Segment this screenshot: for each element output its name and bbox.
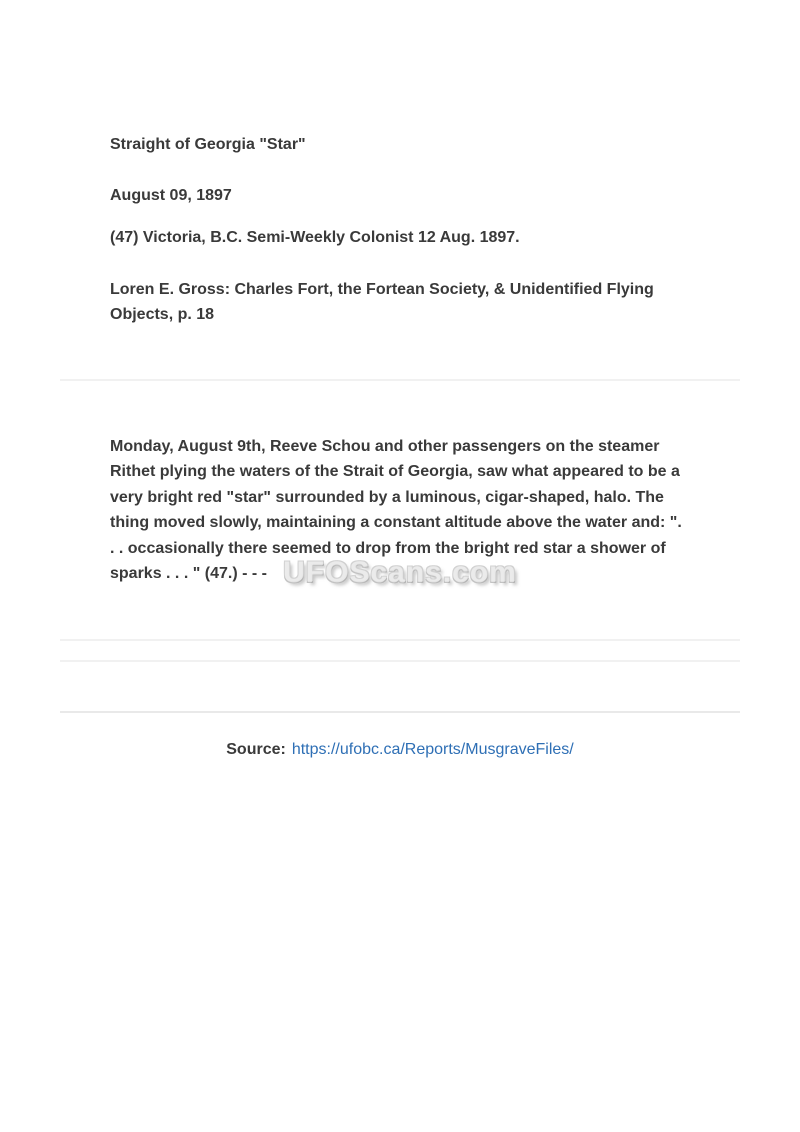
- report-body: Monday, August 9th, Reeve Schou and other passengers on the steamer Rithet plying the waters of the Strait of Georgia, saw what appeared to be a very bright red "star" surrounded by a luminous, cigar-shaped, halo. The thing moved slowly, maintaining a constant altitude above the water and: ". . . occasionally there seemed to drop from the bright red star a shower of sparks . . . " (47.) - - -: [110, 438, 682, 583]
- section-divider: [60, 711, 740, 713]
- document-body: [60, 0, 740, 762]
- watermark-text: UFOScans.com: [283, 556, 517, 589]
- page-title: Straight of Georgia "Star": [110, 136, 306, 153]
- source-label: Source:: [226, 741, 286, 759]
- report-section: [60, 434, 740, 586]
- source-link[interactable]: https://ufobc.ca/Reports/MusgraveFiles/: [291, 741, 574, 759]
- source-line: [60, 737, 740, 762]
- section-divider: [60, 639, 740, 641]
- newspaper-citation: (47) Victoria, B.C. Semi-Weekly Colonist 12 Aug. 1897.: [110, 229, 520, 246]
- sighting-date: August 09, 1897: [110, 187, 232, 204]
- header-section: [60, 0, 740, 327]
- section-divider: [60, 660, 740, 662]
- section-divider: [60, 379, 740, 381]
- book-reference: Loren E. Gross: Charles Fort, the Fortean Society, & Unidentified Flying Objects, p. 18: [110, 281, 654, 323]
